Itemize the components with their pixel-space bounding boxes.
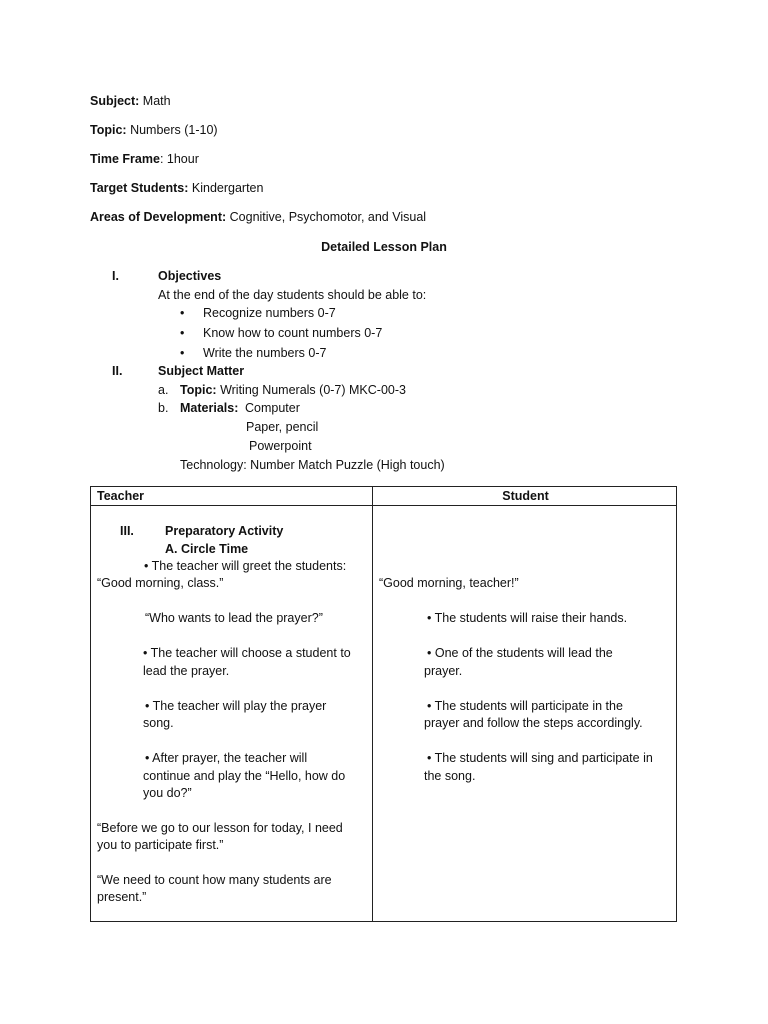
teacher-line: lead the prayer. — [143, 664, 230, 678]
target-students-value: Kindergarten — [191, 181, 264, 195]
section3-numeral — [120, 524, 134, 539]
teacher-line: • The teacher will choose a student to — [143, 646, 351, 660]
student-column-header — [373, 489, 678, 504]
areas-value: Cognitive, Psychomotor, and Visual — [229, 210, 427, 224]
table-column-divider — [372, 487, 373, 921]
student-header-text: Student — [502, 489, 549, 503]
topic-value: Numbers (1-10) — [130, 123, 218, 137]
subject-line — [90, 94, 171, 109]
student-line: “Good morning, teacher!” — [379, 576, 519, 590]
teacher-line: “Before we go to our lesson for today, I need — [97, 821, 343, 835]
areas-label: Areas of Development: — [90, 210, 227, 224]
time-frame-value: : 1hour — [159, 152, 199, 166]
section1-numeral-text: I. — [112, 269, 119, 283]
student-line: • The students will sing and participate in — [427, 751, 653, 765]
item-a-label: Topic: — [180, 383, 217, 397]
subject-label: Subject: — [90, 94, 140, 108]
topic-label: Topic: — [90, 123, 127, 137]
target-students-line — [90, 181, 263, 196]
objective-item: Know how to count numbers 0-7 — [203, 326, 383, 340]
teacher-line: you do?” — [143, 786, 192, 800]
objective-item: Write the numbers 0-7 — [203, 346, 327, 360]
teacher-line: song. — [143, 716, 174, 730]
subject-value: Math — [142, 94, 171, 108]
student-line: prayer. — [424, 664, 463, 678]
item-a-topic — [180, 383, 406, 398]
section2-numeral-text: II. — [112, 364, 123, 378]
student-line: • One of the students will lead the — [427, 646, 613, 660]
technology-line: Technology: Number Match Puzzle (High touch) — [180, 458, 445, 472]
material-item: Paper, pencil — [246, 420, 319, 434]
teacher-line: • The teacher will play the prayer — [145, 699, 327, 713]
student-line: • The students will raise their hands. — [427, 611, 628, 625]
teacher-line: you to participate first.” — [97, 838, 224, 852]
teacher-line: • After prayer, the teacher will — [145, 751, 308, 765]
document-title-text: Detailed Lesson Plan — [321, 240, 447, 254]
objective-item: Recognize numbers 0-7 — [203, 306, 336, 320]
bullet-marker: • — [180, 326, 185, 340]
bullet-marker: • — [180, 346, 185, 360]
student-line: • The students will participate in the — [427, 699, 623, 713]
time-frame-label: Time Frame — [90, 152, 160, 166]
item-b-materials — [180, 401, 238, 416]
section3-heading-text: Preparatory Activity — [165, 524, 284, 538]
student-line: the song. — [424, 769, 476, 783]
circle-time-heading-text: A. Circle Time — [165, 542, 249, 556]
student-line: prayer and follow the steps accordingly. — [424, 716, 643, 730]
section1-heading-text: Objectives — [158, 269, 222, 283]
material-item: Powerpoint — [249, 439, 312, 453]
material-item: Computer — [245, 401, 300, 415]
teacher-header-text: Teacher — [97, 489, 145, 503]
topic-line — [90, 123, 218, 138]
lesson-table — [90, 486, 677, 922]
section2-heading — [158, 364, 244, 379]
item-a-value: Writing Numerals (0-7) MKC-00-3 — [220, 383, 406, 397]
bullet-marker: • — [180, 306, 185, 320]
teacher-line: present.” — [97, 890, 147, 904]
section1-numeral — [112, 269, 119, 284]
time-frame-line — [90, 152, 199, 167]
item-b-label: Materials: — [180, 401, 239, 415]
circle-time-heading — [165, 542, 248, 557]
section1-intro: At the end of the day students should be able to: — [158, 288, 427, 302]
teacher-line: “We need to count how many students are — [97, 873, 332, 887]
table-header-divider — [91, 505, 676, 506]
section3-numeral-text: III. — [120, 524, 134, 538]
teacher-column-header — [97, 489, 144, 504]
section2-heading-text: Subject Matter — [158, 364, 245, 378]
target-students-label: Target Students: — [90, 181, 189, 195]
item-b-marker: b. — [158, 401, 169, 415]
section1-heading — [158, 269, 221, 284]
item-a-marker: a. — [158, 383, 169, 397]
section2-numeral — [112, 364, 122, 379]
teacher-line: “Who wants to lead the prayer?” — [145, 611, 323, 625]
teacher-line: “Good morning, class.” — [97, 576, 224, 590]
teacher-line: • The teacher will greet the students: — [144, 559, 347, 573]
section3-heading — [165, 524, 283, 539]
teacher-line: continue and play the “Hello, how do — [143, 769, 346, 783]
areas-line — [90, 210, 426, 225]
document-title — [0, 240, 768, 255]
